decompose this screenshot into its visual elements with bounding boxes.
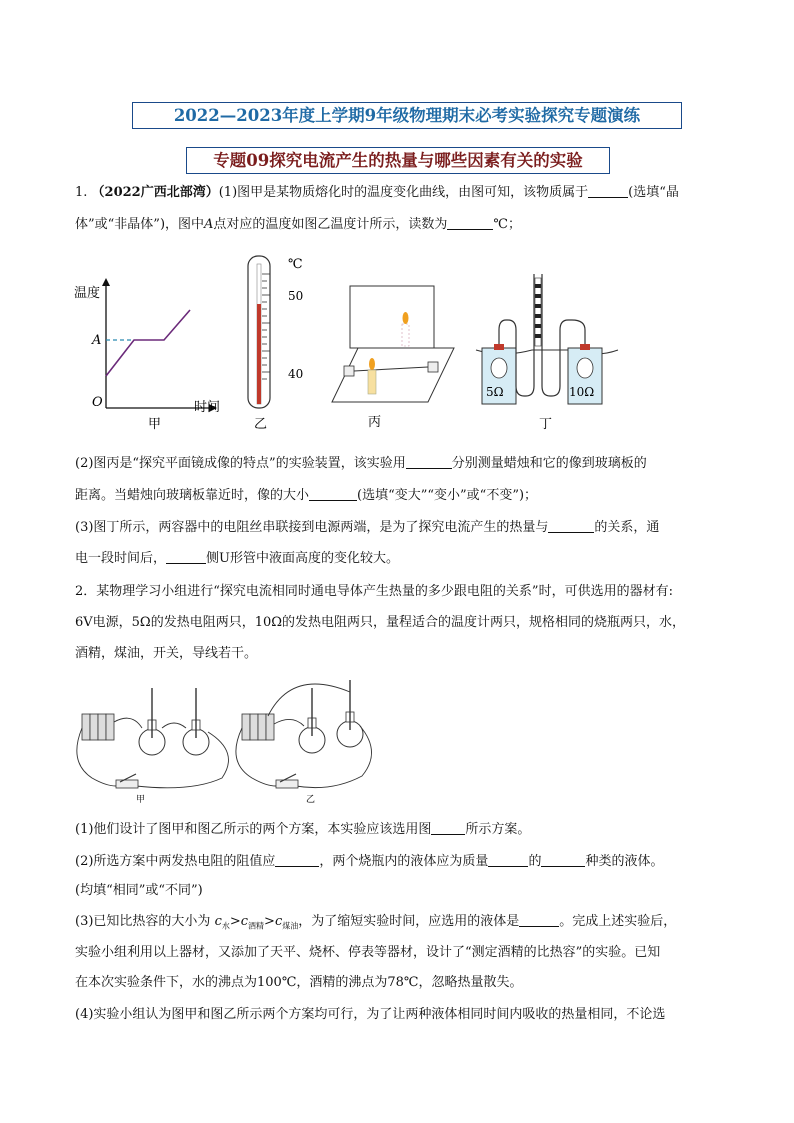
caption-ding: 丁 xyxy=(539,417,553,432)
thermometer-unit: ℃ xyxy=(288,257,303,272)
q2-line-1: 2．某物理学习小组进行“探究电流相同时通电导体产生热量的多少跟电阻的关系”时，可供选用的器材有: xyxy=(75,584,673,599)
answer-blank[interactable] xyxy=(588,183,628,198)
caption-bing: 丙 xyxy=(368,415,382,430)
caption-yi: 乙 xyxy=(254,417,268,432)
answer-blank[interactable] xyxy=(447,215,493,230)
answer-blank[interactable] xyxy=(548,518,594,533)
q2-part2-line-1: (2)所选方案中两发热电阻的阻值应 ，两个烧瓶内的液体应为质量 的 种类的液体。 xyxy=(75,854,664,869)
thermometer-tick-50: 50 xyxy=(288,289,304,303)
point-a-label: A xyxy=(92,333,102,348)
figure-jia-melting-curve xyxy=(72,272,232,432)
resistor-label-5: 5Ω xyxy=(486,385,504,399)
q1-part3-line-2: 电一段时间后， 侧U形管中液面高度的变化较大。 xyxy=(75,551,399,566)
figure-yi-thermometer xyxy=(240,254,310,434)
time-axis-label: 时间 xyxy=(194,400,221,415)
worksheet-title: 2022—2023年度上学期9年级物理期末必考实验探究专题演练 xyxy=(132,102,682,129)
thermometer-tick-40: 40 xyxy=(288,367,304,381)
q1-part2-line-1: (2)图丙是“探究平面镜成像的特点”的实验装置，该实验用 分别测量蜡烛和它的像到玻璃板的 xyxy=(75,456,647,471)
answer-blank[interactable] xyxy=(488,852,528,867)
answer-blank[interactable] xyxy=(275,852,319,867)
answer-blank[interactable] xyxy=(309,486,357,501)
q1-part2-line-2: 距离。当蜡烛向玻璃板靠近时，像的大小 (选填“变大”“变小”或“不变”)； xyxy=(75,488,538,503)
topic-subtitle: 专题09探究电流产生的热量与哪些因素有关的实验 xyxy=(186,147,610,174)
caption-q2-yi: 乙 xyxy=(306,795,316,805)
origin-label: O xyxy=(92,395,103,410)
figure-bing-plane-mirror xyxy=(330,278,462,434)
resistor-label-10: 10Ω xyxy=(569,385,595,399)
answer-blank[interactable] xyxy=(406,454,452,469)
q1-part3-line-1: (3)图丁所示，两容器中的电阻丝串联接到电源两端，是为了探究电流产生的热量与 的关系，通 xyxy=(75,520,660,535)
answer-blank[interactable] xyxy=(431,820,465,835)
q2-part3-line-1: (3)已知比热容的大小为 $c_水>c_{酒精}>c_{煤油}$，为了缩短实验时间，应选用的液体是 。完成上述实验后， xyxy=(75,914,677,931)
caption-q2-jia: 甲 xyxy=(136,795,146,805)
q2-part1: (1)他们设计了图甲和图乙所示的两个方案，本实验应该选用图 所示方案。 xyxy=(75,822,531,837)
answer-blank[interactable] xyxy=(541,852,585,867)
q2-part3-line-3: 在本次实验条件下，水的沸点为100℃，酒精的沸点为78℃，忽略热量散失。 xyxy=(75,975,523,990)
q2-line-3: 酒精，煤油，开关，导线若干。 xyxy=(75,646,258,661)
caption-jia: 甲 xyxy=(148,417,162,432)
temperature-axis-label: 温度 xyxy=(74,286,101,301)
figure-q2-jia-circuit xyxy=(72,682,240,806)
figure-q2-yi-circuit xyxy=(232,672,382,806)
figure-ding-u-tube-apparatus xyxy=(472,266,622,436)
q2-part4-line-1: (4)实验小组认为图甲和图乙所示两个方案均可行，为了让两种液体相同时间内吸收的热量相同，不论选 xyxy=(75,1007,666,1022)
answer-blank[interactable] xyxy=(519,912,559,927)
q1-line-1: 1. （2022广西北部湾）(1)图甲是某物质熔化时的温度变化曲线，由图可知，该物质属于 (选填“晶 xyxy=(75,185,679,200)
q2-line-2: 6V电源，5Ω的发热电阻两只，10Ω的发热电阻两只，量程适合的温度计两只，规格相同的烧瓶两只，水， xyxy=(75,615,686,630)
q2-part2-line-2: (均填“相同”或“不同”) xyxy=(75,883,203,898)
q2-part3-line-2: 实验小组利用以上器材，又添加了天平、烧杯、停表等器材，设计了“测定酒精的比热容”的实验。已知 xyxy=(75,945,661,960)
q1-source: （2022广西北部湾） xyxy=(91,185,219,200)
answer-blank[interactable] xyxy=(166,549,206,564)
q1-line-2: 体”或“非晶体”)，图中A点对应的温度如图乙温度计所示，读数为 ℃； xyxy=(75,217,521,232)
